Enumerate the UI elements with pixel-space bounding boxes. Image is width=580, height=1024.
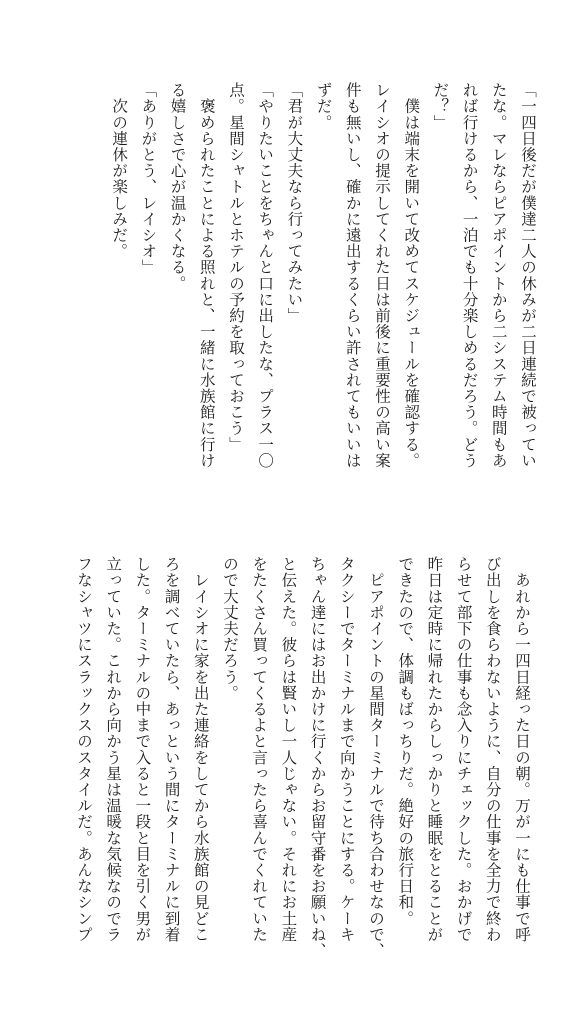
text-line: 「ありがとう、レイシオ」 xyxy=(139,82,158,276)
text-line: 「やりたいことをちゃんと口に出したな、プラス一〇 xyxy=(256,82,275,469)
text-line: 「君が大丈夫なら行ってみたい」 xyxy=(285,82,304,324)
text-line: レイシオの提示してくれた日は前後に重要性の高い案 xyxy=(372,82,391,469)
text-line: 僕は端末を開いて改めてスケジュールを確認する。 xyxy=(402,82,421,469)
text-block-top xyxy=(104,82,542,502)
text-line: 次の連休が楽しみだ。 xyxy=(110,82,129,260)
text-line: ずだ。 xyxy=(314,82,333,131)
text-line: らせて部下の仕事も念入りにチェックした。おかげで xyxy=(454,556,473,943)
text-line: した。ターミナルの中まで入ると一段と目を引く男が xyxy=(133,556,152,943)
text-line: あれから一四日経った日の朝。万が一にも仕事で呼 xyxy=(513,556,531,943)
text-line: だ？」 xyxy=(431,82,450,131)
text-line: タクシーでターミナルまで向かうことにする。ケーキ xyxy=(337,556,356,943)
text-line: ピアポイントの星間ターミナルで待ち合わせなので、 xyxy=(366,556,385,959)
text-line: ちゃん達にはお出かけに行くからお留守番をお願いね、 xyxy=(308,556,327,959)
text-line: 件も無いし、確かに遠出するくらい許されてもいいは xyxy=(343,82,362,469)
text-line: 点。星間シャトルとホテルの予約を取っておこう」 xyxy=(226,82,245,453)
text-line: 「一四日後だが僕達二人の休みが二日連続で被ってい xyxy=(519,82,537,469)
text-line: る嬉しさで心が温かくなる。 xyxy=(168,82,187,292)
text-line: 褒められたことによる照れと、一緒に水族館に行け xyxy=(197,82,216,469)
text-line: れば行けるから、一泊でも十分楽しめるだろう。どう xyxy=(460,82,479,469)
text-line: できたので、体調もばっちりだ。絶好の旅行日和。 xyxy=(396,556,415,927)
text-line: レイシオに家を出た連絡をしてから水族館の見どこ xyxy=(191,556,210,943)
text-line: たな。マレならピアポイントから二システム時間もあ xyxy=(489,82,508,469)
text-line: 昨日は定時に帰れたからしっかりと睡眠をとることが xyxy=(425,556,444,943)
text-line: フなシャツにスラックスのスタイルだ。あんなシンプ xyxy=(74,556,93,943)
text-line: 立っていた。これから向かう星は温暖な気候なのでラ xyxy=(104,556,123,943)
text-line: ろを調べていたら、あっという間にターミナルに到着 xyxy=(162,556,181,943)
text-block-bottom xyxy=(69,556,536,996)
text-line: と伝えた。彼らは賢いし一人じゃない。それにお土産 xyxy=(279,556,298,943)
text-line: び出しを食らわないように、自分の仕事を全力で終わ xyxy=(483,556,502,943)
text-line: ので大丈夫だろう。 xyxy=(220,556,239,701)
text-line: をたくさん買ってくるよと言ったら喜んでくれていた xyxy=(250,556,269,943)
